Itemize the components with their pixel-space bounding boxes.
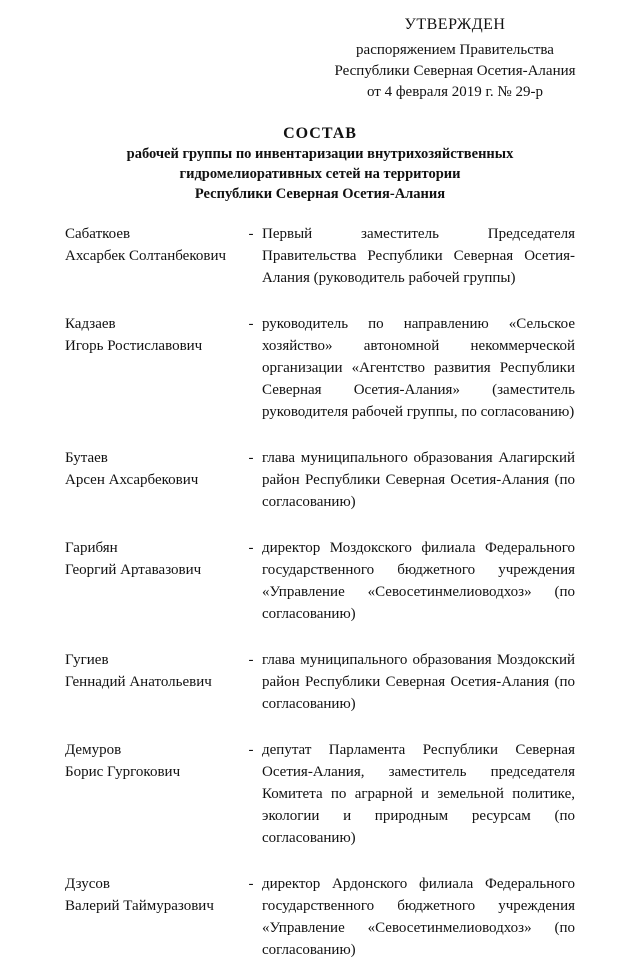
- member-role-line: директор Ардонского филиала Федерального: [262, 876, 575, 892]
- member-role-line: (по согласованию): [262, 472, 575, 510]
- member-dash: -: [248, 316, 254, 332]
- member-dash: -: [248, 226, 254, 242]
- member-role-line: (по согласованию): [262, 920, 576, 958]
- member-given-names: Георгий Артавазович: [65, 562, 202, 578]
- member-name: [65, 223, 240, 267]
- member-row: [65, 537, 575, 625]
- member-given-names: Борис Гургокович: [65, 764, 181, 780]
- member-role-line: государственного бюджетного учреждения: [262, 562, 575, 578]
- member-role-line: глава муниципального образования: [262, 652, 492, 668]
- member-name: [65, 873, 240, 917]
- member-name: [65, 649, 240, 693]
- member-dash: -: [248, 876, 254, 892]
- member-role-line: Осетия-Алания (по согласованию): [262, 674, 575, 712]
- member-role-line: государственного бюджетного учреждения: [262, 898, 575, 914]
- member-role-line: (по согласованию): [262, 584, 576, 622]
- document-title: СОСТАВ: [283, 125, 357, 142]
- member-surname: Дзусов: [65, 876, 110, 892]
- member-row: [65, 739, 575, 849]
- member-role-line: Комитета по аграрной и земельной политике,: [262, 786, 575, 802]
- member-dash: -: [248, 652, 254, 668]
- member-role-line: экологии и природным ресурсам: [262, 808, 531, 824]
- member-role-line: депутат Парламента Республики Северная: [262, 742, 575, 758]
- member-role: [262, 223, 575, 289]
- member-given-names: Ахсарбек Солтанбекович: [65, 248, 227, 264]
- member-name: [65, 739, 240, 783]
- member-row: [65, 447, 575, 513]
- approval-line: распоряжением Правительства: [356, 42, 554, 58]
- member-surname: Кадзаев: [65, 316, 116, 332]
- member-role-line: Моздокский район Республики Северная: [262, 652, 575, 690]
- member-role-line: руководитель по направлению «Сельское: [262, 316, 575, 332]
- member-dash: -: [248, 742, 254, 758]
- member-name: [65, 313, 240, 357]
- member-name: [65, 537, 240, 581]
- member-row: [65, 649, 575, 715]
- member-row: [65, 313, 575, 423]
- member-role-line: (заместитель руководителя рабочей группы,: [262, 382, 575, 420]
- member-surname: Гугиев: [65, 652, 109, 668]
- member-role: [262, 649, 575, 715]
- member-given-names: Арсен Ахсарбекович: [65, 472, 199, 488]
- member-role-line: хозяйство» автономной некоммерческой: [262, 338, 575, 354]
- document-subtitle-line: Республики Северная Осетия-Алания: [194, 186, 446, 202]
- member-role-line: Первый заместитель Председателя: [262, 226, 575, 242]
- member-role-line: «Управление «Севосетинмелиоводхоз»: [262, 920, 532, 936]
- approved-label: УТВЕРЖДЕН: [404, 16, 506, 33]
- member-surname: Бутаев: [65, 450, 108, 466]
- member-role-line: (по согласованию): [262, 808, 576, 846]
- member-role-line: Осетия-Алания, заместитель председателя: [262, 764, 575, 780]
- approval-date-line: от 4 февраля 2019 г. № 29-р: [366, 84, 543, 100]
- member-dash: -: [248, 540, 254, 556]
- member-role: [262, 739, 575, 849]
- member-dash: -: [248, 450, 254, 466]
- member-given-names: Игорь Ростиславович: [65, 338, 203, 354]
- member-row: [65, 873, 575, 961]
- approval-line: Республики Северная Осетия-Алания: [334, 63, 576, 79]
- member-role: [262, 313, 575, 423]
- member-surname: Гарибян: [65, 540, 118, 556]
- member-given-names: Геннадий Анатольевич: [65, 674, 212, 690]
- member-name: [65, 447, 240, 491]
- member-row: [65, 223, 575, 289]
- member-role-line: по согласованию): [461, 404, 575, 420]
- member-role-line: Правительства Республики Северная: [262, 248, 514, 264]
- member-role-line: Осетия-Алания (руководитель рабочей группы): [262, 248, 575, 286]
- member-role-line: организации «Агентство развития: [262, 360, 491, 376]
- document-heading: [60, 124, 580, 204]
- approval-stamp: [320, 14, 590, 103]
- member-role-line: район Республики Северная Осетия-Алания: [262, 472, 550, 488]
- member-role-line: Республики Северная Осетия-Алания»: [262, 360, 575, 398]
- member-role-line: директор Моздокского филиала Федерального: [262, 540, 575, 556]
- document-subtitle-line: рабочей группы по инвентаризации внутрихозяйственных: [126, 146, 514, 162]
- member-surname: Сабаткоев: [65, 226, 131, 242]
- member-role-line: «Управление «Севосетинмелиоводхоз»: [262, 584, 532, 600]
- document-subtitle-line: гидромелиоративных сетей на территории: [179, 166, 461, 182]
- member-role-line: глава муниципального образования Алагирский: [262, 450, 575, 466]
- member-role: [262, 537, 575, 625]
- member-role: [262, 447, 575, 513]
- member-given-names: Валерий Таймуразович: [65, 898, 214, 914]
- member-surname: Демуров: [65, 742, 122, 758]
- member-role: [262, 873, 575, 961]
- member-list: [65, 223, 575, 961]
